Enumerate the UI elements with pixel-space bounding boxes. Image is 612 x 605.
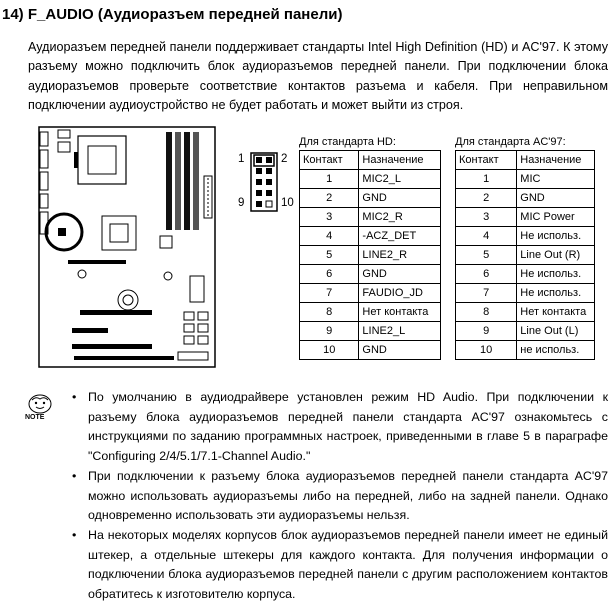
table-row — [300, 189, 441, 208]
note-item-1: • По умолчанию в аудиодрайвере установлен режим HD Audio. При подключении к разъему блока аудиоразъемов передней панели стандарта AC'97 ознакомьтесь с инструкциями по заданию программных настроек, приведенными в главе 5 в параграфе "Configuring 2/4/5.1/7.1-Channel Audio." — [70, 388, 608, 467]
pin-number: 9 — [300, 322, 359, 341]
pin-number: 6 — [300, 265, 359, 284]
pin-number: 1 — [300, 170, 359, 189]
table-row — [456, 303, 595, 322]
col-pin-header: Контакт — [456, 151, 517, 170]
pin-function: LINE2_R — [359, 246, 441, 265]
table-header-row — [300, 151, 441, 170]
pin-function: -ACZ_DET — [359, 227, 441, 246]
pin-number: 4 — [456, 227, 517, 246]
note-item-3: • На некоторых моделях корпусов блок аудиоразъемов передней панели имеет не единый штекер, а отдельные штекеры для каждого контакта. Для получения информации о подключении блока аудиоразъемов передней панели с другим расположением контактов обратитесь к изготовителю корпуса. — [70, 526, 608, 605]
note-item-2: • При подключении к разъему блока аудиоразъемов передней панели стандарта AC'97 можно использовать аудиоразъемы либо на передней, либо на задней панели. Однако одновременно использовать эти аудиоразъемы нельзя. — [70, 467, 608, 526]
table-row — [456, 227, 595, 246]
pin-function: GND — [359, 189, 441, 208]
pin-function: Не использ. — [517, 265, 595, 284]
ac97-pin-table — [455, 150, 595, 360]
table-row — [300, 341, 441, 360]
pin-number: 1 — [456, 170, 517, 189]
table-row — [456, 284, 595, 303]
table-row — [300, 303, 441, 322]
col-pin-header: Контакт — [300, 151, 359, 170]
table-row — [300, 246, 441, 265]
pin-function: Не использ. — [517, 284, 595, 303]
ac97-caption: Для стандарта AC'97: — [455, 136, 566, 148]
pin-number: 5 — [300, 246, 359, 265]
pin-label-1: 1 — [238, 153, 245, 165]
table-row — [456, 265, 595, 284]
pin-number: 8 — [456, 303, 517, 322]
note-label: NOTE — [25, 414, 45, 421]
table-row — [456, 170, 595, 189]
audio-header-diagram — [250, 152, 278, 212]
table-row — [456, 246, 595, 265]
col-function-header: Назначение — [359, 151, 441, 170]
pin-label-2: 2 — [281, 153, 288, 165]
section-title — [2, 6, 342, 23]
pin-function: GND — [359, 341, 441, 360]
pin-number: 10 — [300, 341, 359, 360]
pin-number: 7 — [300, 284, 359, 303]
pin-number: 10 — [456, 341, 517, 360]
section-number: 14) — [2, 6, 24, 23]
notes-list — [70, 388, 608, 605]
table-row — [300, 227, 441, 246]
pin-number: 3 — [300, 208, 359, 227]
pin-number: 9 — [456, 322, 517, 341]
pin-number: 6 — [456, 265, 517, 284]
pin-number: 5 — [456, 246, 517, 265]
pin-function: Line Out (R) — [517, 246, 595, 265]
pin-function: MIC Power — [517, 208, 595, 227]
pin-number: 3 — [456, 208, 517, 227]
pin-number: 2 — [456, 189, 517, 208]
hd-caption: Для стандарта HD: — [299, 136, 396, 148]
pin-function: GND — [517, 189, 595, 208]
table-row — [456, 341, 595, 360]
pin-number: 7 — [456, 284, 517, 303]
pin-function: FAUDIO_JD — [359, 284, 441, 303]
table-row — [456, 208, 595, 227]
table-row — [456, 322, 595, 341]
pin-function: MIC2_R — [359, 208, 441, 227]
table-row — [300, 170, 441, 189]
intro-paragraph: Аудиоразъем передней панели поддерживает стандарты Intel High Definition (HD) и AC'97. К этому разъему можно подключить блок аудиоразъемов передней панели. При подключении блока аудиоразъемов проверьте соответствие контактов разъема и кабеля. При неправильном подключении аудиоустройство не будет работать и может выйти из строя. — [28, 40, 608, 113]
pin-function: Line Out (L) — [517, 322, 595, 341]
table-row — [300, 265, 441, 284]
pin-function: Не использ. — [517, 227, 595, 246]
pin-function: не использ. — [517, 341, 595, 360]
section-heading: F_AUDIO (Аудиоразъем передней панели) — [27, 6, 343, 23]
pin-function: MIC — [517, 170, 595, 189]
pin-number: 2 — [300, 189, 359, 208]
pin-label-10: 10 — [281, 197, 294, 209]
pin-label-9: 9 — [238, 197, 245, 209]
pin-function: Нет контакта — [359, 303, 441, 322]
table-header-row — [456, 151, 595, 170]
table-row — [300, 284, 441, 303]
hd-pin-table — [299, 150, 441, 360]
pin-number: 4 — [300, 227, 359, 246]
pin-number: 8 — [300, 303, 359, 322]
table-row — [456, 189, 595, 208]
pin-function: MIC2_L — [359, 170, 441, 189]
pin-function: LINE2_L — [359, 322, 441, 341]
note-icon — [22, 390, 58, 429]
pin-function: Нет контакта — [517, 303, 595, 322]
table-row — [300, 208, 441, 227]
table-row — [300, 322, 441, 341]
col-function-header: Назначение — [517, 151, 595, 170]
pin-function: GND — [359, 265, 441, 284]
motherboard-diagram — [38, 126, 218, 370]
